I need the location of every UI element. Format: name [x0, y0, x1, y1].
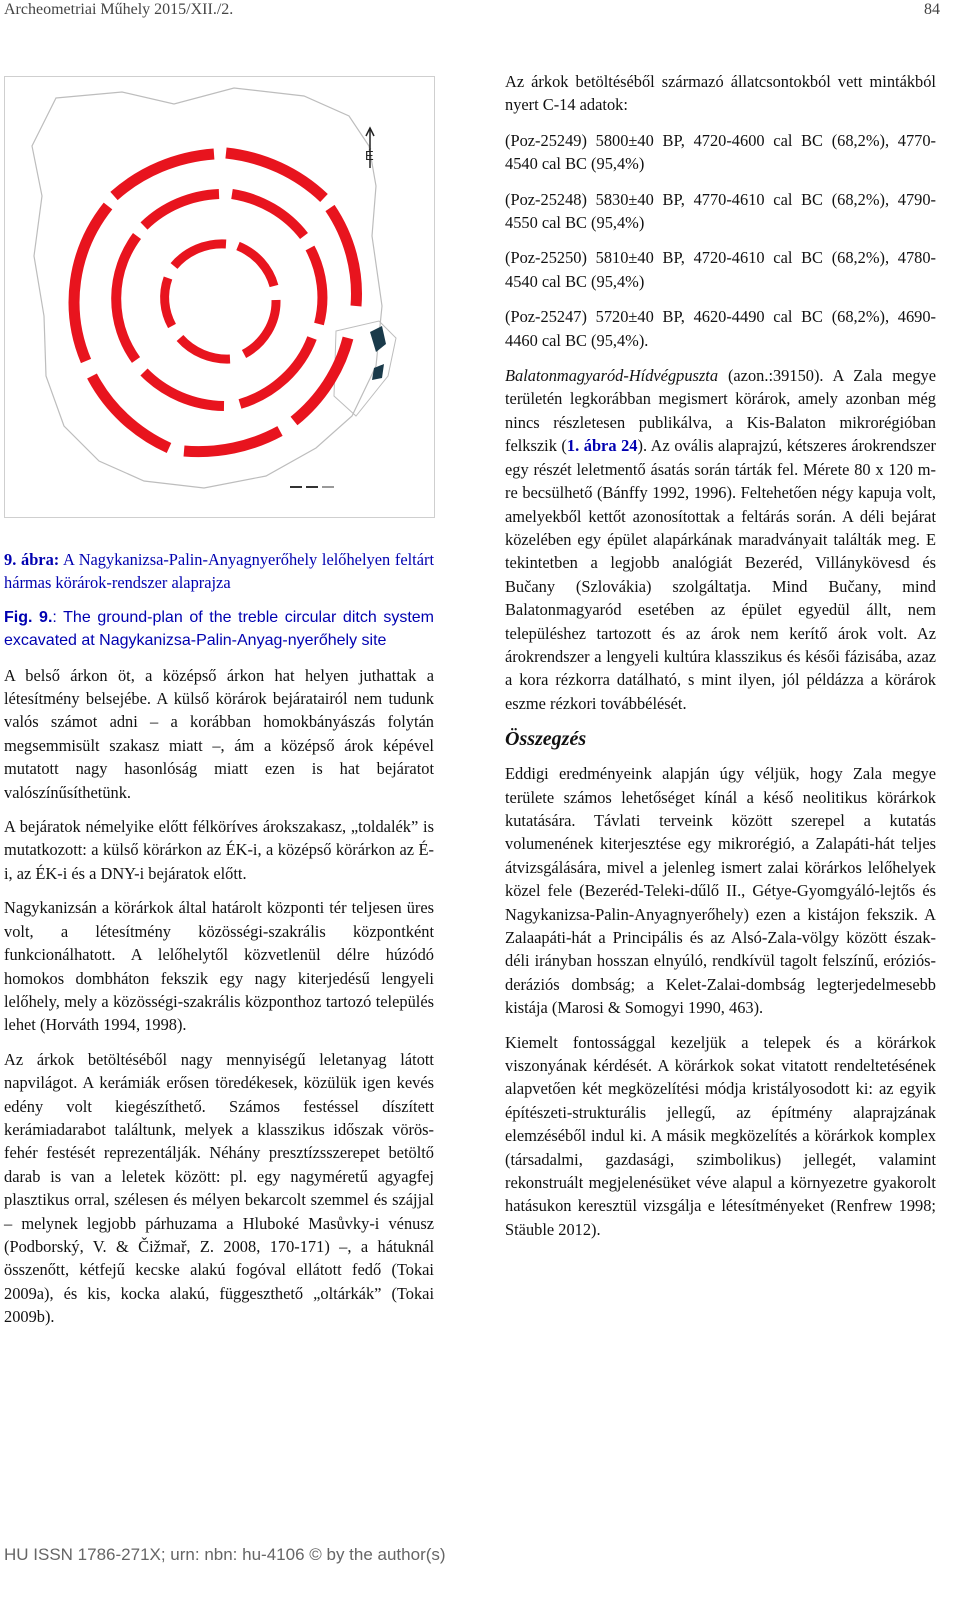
- summary-paragraph: Eddigi eredményeink alapján úgy véljük, hogy Zala megye területe számos lehetőséget kínál a késő neolitikus körárkok kutatására. Távlati terveink között szerepel a kutatás volumenének kiterjesztése egy mikrorégió, a Zalapáti-hát teljes átvizsgálására, mivel a jelenleg ismert zalai körárkos lelőhelyek közel fele (Bezeréd-Teleki-dűlő II., Gétye-Gyomgyáló-lejtős és Nagykanizsa-Palin-Anyagnyerőhely) ezen a kistájon fekszik. A Zalaapáti-hát a Principális és az Alsó-Zala-völgy között észak-déli irányban hosszan elnyúló, rendkívül tagolt felszínű, eróziós-deráziós dombság; a Kelet-Zalai-dombság legterjedelmesebb kistája (Marosi & Somogyi 1990, 463).: [505, 764, 936, 1018]
- body-paragraph: Az árkok betöltéséből nagy mennyiségű leletanyag látott napvilágot. A kerámiák erősen töredékesek, közülük igen kevés edény volt kiegészíthető. Számos festéssel díszített kerámiadarabot találtunk, melyek a klasszikus időszak vörös-fehér festését reprezentálják. Néhány presztízsszerepet betöltő darab is van a leletek között: pl. egy nagyméretű agyagfej plasztikus orral, szélesen és mélyen bekarcolt szemmel és szájjal – melynek legjobb párhuzama a Hluboké Masůvky-i vénusz (Podborský, V. & Čižmař, Z. 2008, 170-171) –, a hátuknál összenőtt, kétfejű kecske alakú fogóval ellátott fedő (Tokai 2009a), és kis, kocka alakú, függeszthető „oltárkák” (Tokai 2009b).: [4, 1049, 434, 1327]
- body-paragraph: A belső árkon öt, a középső árkon hat helyen juthattak a létesítmény belsejébe. A külső körárok bejáratairól nem tudunk valós számot adni – a korábban homokbányászás folytán megsemmisült szakasz miatt –, ám a középső árok képével mutatott nagy hasonlóság miatt ezen is hat bejáratot valószínűsíthetünk.: [4, 665, 434, 802]
- c14-date-entry: (Poz-25248) 5830±40 BP, 4770-4610 cal BC (68,2%), 4790-4550 cal BC (95,4%): [505, 189, 936, 233]
- figure-reference-link[interactable]: 1. ábra 24: [566, 436, 638, 456]
- c14-date-entry: (Poz-25250) 5810±40 BP, 4720-4610 cal BC (68,2%), 4780-4540 cal BC (95,4%): [505, 248, 936, 291]
- site-name: Balatonmagyaród-Hídvégpuszta: [505, 366, 719, 386]
- c14-dates: [505, 70, 936, 352]
- balatonmagyarod-paragraph: Balatonmagyaród-Hídvégpuszta (azon.:39150). A Zala megye területén legkorábban megismert körárok, amely azonban még nincs részletesen publikálva, a Kis-Balaton mikrorégióban felkszik (1. ábra 24). Az ovális alaprajzú, kétszeres árokrendszer egy részét leletmentő ásatás során tárták fel. Mérete 80 x 120 m-re becsülhető (Bánffy 1992, 1996). Feltehetően négy kapuja volt, amelyekből kettőt azonosítottak a feltárás során. A déli bejárat közelében egy épület alapárkának maradványait találták meg. E tekintetben a legjobb analógiát Bezeréd, Villánykövesd és Bučany (Szlovákia) szolgáltatja. Mind Bučany, mind Balatonmagyaród esetében az épület egyedül állt, nem településhez tartozott és az árok nem kerítő árok volt. Az árokrendszer a lengyeli kultúra klasszikus és késői fázisába, azaz a kora rézkorra datálható, s mint ilyen, jól példázza a körárok eszme rézkori továbbélését.: [505, 366, 936, 713]
- page-number: 84: [924, 1, 940, 18]
- north-arrow-icon: [365, 128, 374, 168]
- body-paragraph: Nagykanizsán a körárkok által határolt központi tér teljesen üres volt, a létesítmény közösségi-szakrális központként funkcionálhatott. A lelőhelytől közvetlenül délre húzódó homokos dombháton fekszik egy nagy kiterjedésű lengyeli lelőhely, mely a közösségi-szakrális központhoz tartozó település lehet (Horváth 1994, 1998).: [4, 898, 434, 1035]
- figure-caption-en: Fig. 9.: The ground-plan of the treble circular ditch system excavated at Nagykanizsa-Palin-Anyag-nyerőhely site: [4, 608, 434, 650]
- c14-date-entry: (Poz-25247) 5720±40 BP, 4620-4490 cal BC (68,2%), 4690-4460 cal BC (95,4%).: [505, 307, 936, 350]
- journal-header: Archeometriai Műhely 2015/XII./2.: [4, 1, 234, 18]
- left-column: [4, 548, 434, 1340]
- section-title: Összegzés: [505, 728, 587, 751]
- right-column: [505, 70, 936, 1252]
- north-label: É: [365, 148, 374, 163]
- figure-caption-hu: 9. ábra: A Nagykanizsa-Palin-Anyagnyerőhely lelőhelyen feltárt hármas körárok-rendszer alaprajza: [4, 550, 434, 593]
- footer-issn: HU ISSN 1786-271X; urn: nbn: hu-4106 © by the author(s): [4, 1545, 446, 1564]
- c14-intro: Az árkok betöltéséből származó állatcsontokból vett mintákból nyert C-14 adatok:: [505, 72, 936, 115]
- c14-date-entry: (Poz-25249) 5800±40 BP, 4720-4600 cal BC (68,2%), 4770-4540 cal BC (95,4%): [505, 130, 936, 174]
- summary-paragraph: Kiemelt fontossággal kezeljük a telepek és a körárkok viszonyának kérdését. A körárkok sokat vitatott rendeltetésének alapvetően két megközelítési módja kristályosodott ki: az egyik építészeti-strukturális jellegű, az építmény alaprajzának elemzéséből indul ki. A másik megközelítés a körárkok komplex (társadalmi, gazdasági, szimbolikus) jellegét, valamint rekonstruált megjelenésüket véve alapul a környezetre gyakorolt hatásukon keresztül vizsgálja e létesítményeket (Renfrew 1998; Stäuble 2012).: [505, 1032, 936, 1239]
- site-plan-figure: [4, 76, 435, 518]
- body-paragraph: A bejáratok némelyike előtt félköríves árokszakasz, „toldalék” is mutatkozott: a külső körárkon az ÉK-i, a középső körárkon az É-i, az ÉK-i és a DNY-i bejáratok előtt.: [4, 817, 434, 883]
